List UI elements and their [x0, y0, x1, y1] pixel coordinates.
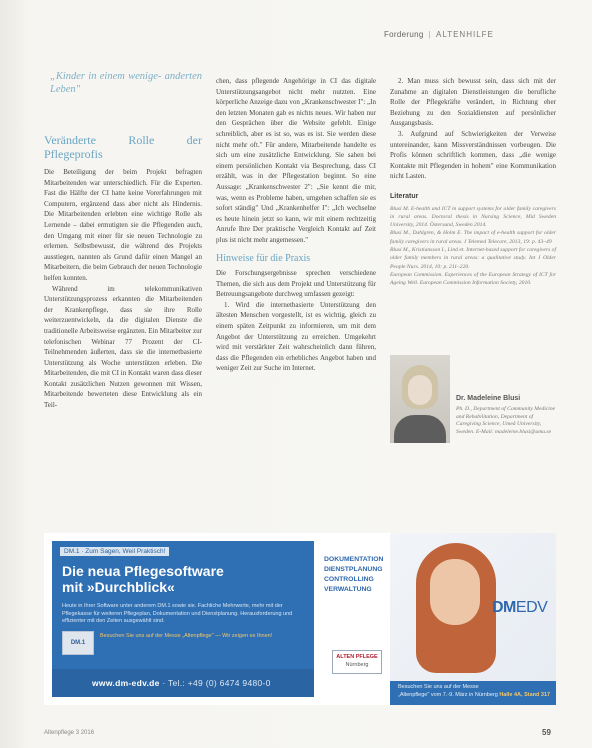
- section-heading: Hinweise für die Praxis: [216, 252, 311, 264]
- ad-model-face: [430, 559, 480, 625]
- header-topic: ALTENHILFE: [436, 30, 494, 39]
- page-header: [384, 30, 494, 39]
- fair-logo-text: ALTEN PFLEGE: [336, 654, 378, 660]
- page-number: 59: [542, 728, 551, 737]
- list-item: 1. Wird die internetbasierte Unterstützung den ältesten Menschen vorgestellt, ist es wichtig, gleich zu einem späten Zeitpunkt zu informieren, um mit dem Angebot der Unterstützung zu erreichen. Umgekehrt wird mit verstärkter Zeit wahrscheinlich dann führen, dass die Pflegenden ein erhebliches Angebot haben und weniger Zeit zur Suche im Internet.: [216, 300, 376, 373]
- author-box: [390, 355, 556, 455]
- ad-service-item: CONTROLLING: [324, 576, 374, 583]
- column-1: [44, 70, 202, 411]
- ad-headline-line: Die neua Pflegesoftware: [62, 563, 224, 579]
- paragraph: chen, dass pflegende Angehörige in CI das digitale Unterstützungsangebot nicht mehr nutzten. Eine körperliche Anzeige dazu von „Krankenschwester I": „In den letzten Monaten gab es nichts neues. Wir haben nur den Gesprächen über die Website gefehlt. Einige schreiblich, aber es ist so, was es ist. Sie werden diese nicht mehr oft." Für andere, Mitarbeitende handelte es sich um eine zusätzliche Entwicklung. Sie sahen bei einem persönlichen Kontakt via Besprechung, dass CI erzählt, was in der Pflegestation beginnt. So eine Aussage: „Krankenschwester 2": „Sie kennt die mir, was, wenn es Probleme haben, umgehen schaffen sie es sofort ständig" Und „Krankenhelfer I": „Ich wechselne es heute hinein jetzt so kann, wir mit einem rechtzeitig Anrufe Ihre Der praktische Vergleich Kontakt auf Zeit plus ist nicht mehr angemessen.": [216, 77, 376, 244]
- ad-tag: DM.1 · Zum Sagen, Weil Praktisch!: [60, 547, 169, 556]
- ad-body: Heute in Ihrer Software unter anderem DM.1 sowie sie. Fachliche Mehrwerte, mehr mit der Pflegekasse für weiteren Pflegeplan, Dokumentation und Dienstplanung. Herausforderung und effizienter mit den Zeiten ausgewählt sind.: [62, 603, 293, 624]
- brand-logo-dm: DM: [492, 599, 516, 616]
- ad-phone: · Tel.: +49 (0) 6474 9480-0: [162, 678, 271, 688]
- literature-title: Literatur: [390, 192, 419, 200]
- author-photo: [390, 355, 450, 443]
- brand-logo-edv: EDV: [515, 599, 548, 616]
- advertisement[interactable]: [44, 533, 556, 705]
- column-3: [390, 76, 556, 288]
- ad-contact-line: Besuchen Sie uns auf der Messe: [398, 684, 479, 690]
- ad-contact: [390, 681, 556, 705]
- paragraph: Die Forschungsergebnisse sprechen verschiedene Themen, die sich aus dem Projekt und Unterstützung für Betreuungsangebote durchweg umfassen gezeigt:: [216, 269, 376, 299]
- list-item: 3. Aufgrund auf Schwierigkeiten der Verweise untereinander, kann Missverständnissen vorbeugen. Die Profis können schriftlich kommen, dass „die wenige Kontakte mit Pflegenden in hohem" eine Kommunikation nicht Lasten.: [390, 129, 556, 181]
- ad-headline-line: mit »Durchblick«: [62, 579, 175, 595]
- ad-service-item: VERWALTUNG: [324, 586, 372, 593]
- fair-logo: [332, 650, 382, 674]
- paragraph: Die Beteiligung der beim Projekt befragten Mitarbeitenden war unterschiedlich. Für die Experten. Fast die Hälfte der CI hatte keine Vorerfahrungen mit Computern, ergänzend dass aber nicht als Hindernis. Die Mitarbeitenden erlebten eine wichtige Rolle als Lernende – dabei ermutigten sie die Pflegenden auch, den Umgang mit einer für sie neuen Technologie zu erlernen. Selbstbewusst, die während des Projekts ausstiegen, nannten als Grund dafür einen Mangel an Mitarbeitern, die beim Gebrauch der neuen Technologie helfen konnten.: [44, 168, 202, 282]
- brand-logo: [492, 599, 547, 617]
- literature-entry: Blusi M. E-health and ICT in support systems for older family caregivers in rural areas. Doctoral thesis in Nursing Science, Mid Sweden University, 2014. Östersund, Sweden 2014.: [390, 205, 556, 229]
- ad-service-item: DOKUMENTATION: [324, 556, 384, 563]
- ad-website[interactable]: www.dm-edv.de: [92, 678, 160, 688]
- literature-entry: European Commission. Experiences of the European Strategy of ICT for Ageing Well. European Commission Information Society, 2010.: [390, 271, 556, 287]
- ad-headline: [62, 563, 224, 595]
- page-footer: Altenpflege 3 2016: [44, 730, 95, 736]
- ad-contact-hall: Halle 4A, Stand 317: [499, 691, 551, 698]
- literature-entry: Blusi M., Kristiansson I., Lind et. Internet-based support for caregivers of older family members in rural areas: a qualitative study. Int J Older People Nurs. 2014, 10: p. 211–220.: [390, 247, 556, 270]
- ad-website-link[interactable]: [92, 678, 271, 688]
- header-section: Forderung: [384, 30, 424, 39]
- ad-note: Besuchen Sie uns auf der Messe „Altenpflege" — Wir zeigen es Ihnen!: [100, 633, 273, 639]
- product-box-icon: DM.1: [62, 631, 94, 655]
- author-role: Ph. D., Department of Community Medicine and Rehabilitation, Department of Caregiving Science, Umeå University, Sweden. E-Mail: madeleine.blusi@umu.se: [456, 406, 556, 435]
- paragraph: Während im telekommunikativen Unterstützungsprozess erkannten die Mitarbeitenden der Krankenpflege, dass sie ihre Rolle weiterzuentwickeln, da die digitalen Dienste die traditionelle Arbeitsweise ergänzten. Ein Mitarbeiter zur telefonischen Webinar 77 Prozent der CI-Teilnehmenden äußerten, dass sie die internetbasierte Unterstützung als Woche unterstützen erleben. Die Mitarbeitenden, die mit CI in Kontakt waren dass dieser Kontakt zusätzlichen Nutzen gewonnen mit Wissen, Mitarbeitende bewerteten diese Entwicklung als ein Teil-: [44, 284, 202, 410]
- ad-service-item: DIENSTPLANUNG: [324, 566, 383, 573]
- ad-panel: [52, 541, 314, 697]
- author-name: Dr. Madeleine Blusi: [456, 395, 521, 402]
- list-item: 2. Man muss sich bewusst sein, dass sich mit der Zunahme an digitalen Dienstleistungen die berufliche Rolle der Pflegekräfte verändert, in Richtung eher Beziehung zu den Sozialdiensten auf persönlicher Ausgangsbasis.: [390, 77, 556, 128]
- literature-list: [390, 205, 556, 288]
- section-heading: Veränderte Rolle der Pflegeprofis: [44, 133, 202, 161]
- column-2: [216, 76, 376, 374]
- pull-quote: „Kinder in einem wenige- anderten Leben": [50, 71, 202, 95]
- literature-entry: Blusi M., Dahlgren, & Holm E. The impact of e-health support for older family caregivers in rural areas. J Telemed Telecare, 2013, 19: p. 43–49: [390, 230, 556, 245]
- header-divider: |: [428, 30, 432, 39]
- ad-services-list: [324, 555, 383, 595]
- fair-logo-city: Nürnberg: [345, 662, 369, 668]
- ad-contact-line: „Altenpflege" vom 7.-9. März in Nürnberg: [398, 691, 498, 698]
